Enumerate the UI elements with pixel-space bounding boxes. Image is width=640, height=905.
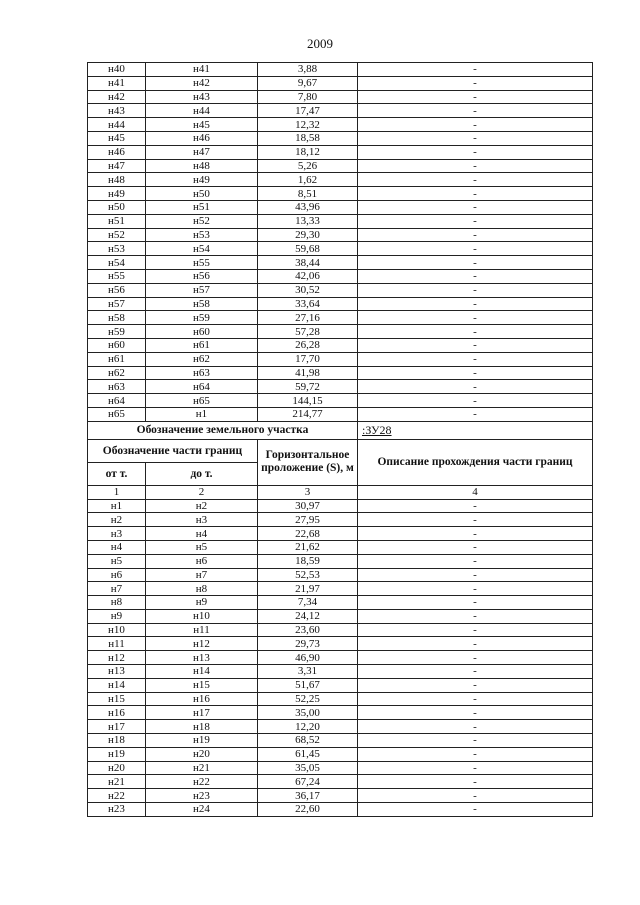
to-point: н10 — [146, 609, 258, 623]
to-point: н52 — [146, 214, 258, 228]
horizontal-distance: 27,16 — [258, 311, 358, 325]
to-point: н62 — [146, 352, 258, 366]
from-point: н52 — [88, 228, 146, 242]
table-row — [88, 637, 593, 651]
to-point: н51 — [146, 200, 258, 214]
from-point: н20 — [88, 761, 146, 775]
horizontal-distance: 13,33 — [258, 214, 358, 228]
horizontal-distance: 59,72 — [258, 380, 358, 394]
boundary-table — [87, 62, 593, 817]
from-point: н62 — [88, 366, 146, 380]
boundary-description: - — [358, 609, 593, 623]
table-row — [88, 775, 593, 789]
from-point: н8 — [88, 596, 146, 610]
horizontal-distance: 52,25 — [258, 692, 358, 706]
to-point: н64 — [146, 380, 258, 394]
table-row — [88, 499, 593, 513]
to-point: н63 — [146, 366, 258, 380]
to-point: н12 — [146, 637, 258, 651]
from-point: н2 — [88, 513, 146, 527]
horizontal-distance: 68,52 — [258, 734, 358, 748]
horizontal-distance: 22,68 — [258, 527, 358, 541]
from-point: н54 — [88, 256, 146, 270]
to-point: н3 — [146, 513, 258, 527]
horizontal-distance: 18,58 — [258, 131, 358, 145]
table-row — [88, 394, 593, 408]
boundary-description: - — [358, 118, 593, 132]
from-point: н60 — [88, 338, 146, 352]
to-point: н61 — [146, 338, 258, 352]
to-point: н9 — [146, 596, 258, 610]
horizontal-distance: 17,70 — [258, 352, 358, 366]
horizontal-distance: 35,00 — [258, 706, 358, 720]
horizontal-distance: 1,62 — [258, 173, 358, 187]
to-point: н18 — [146, 720, 258, 734]
from-point: н42 — [88, 90, 146, 104]
from-point: н61 — [88, 352, 146, 366]
horizontal-distance: 27,95 — [258, 513, 358, 527]
boundary-description: - — [358, 720, 593, 734]
from-point: н13 — [88, 665, 146, 679]
horizontal-distance: 36,17 — [258, 789, 358, 803]
to-point: н60 — [146, 325, 258, 339]
from-point: н49 — [88, 187, 146, 201]
table-row — [88, 678, 593, 692]
table-row — [88, 242, 593, 256]
column-number-2: 2 — [146, 485, 258, 499]
horizontal-distance: 17,47 — [258, 104, 358, 118]
from-point: н53 — [88, 242, 146, 256]
from-point: н45 — [88, 131, 146, 145]
column-header-row — [88, 439, 593, 462]
boundary-description: - — [358, 159, 593, 173]
from-point: н23 — [88, 803, 146, 817]
from-point: н1 — [88, 499, 146, 513]
section-header — [88, 421, 593, 499]
to-point: н4 — [146, 527, 258, 541]
boundary-description: - — [358, 338, 593, 352]
to-point: н17 — [146, 706, 258, 720]
table-row — [88, 720, 593, 734]
table-row — [88, 118, 593, 132]
from-point: н55 — [88, 269, 146, 283]
horizontal-distance: 5,26 — [258, 159, 358, 173]
to-point: н58 — [146, 297, 258, 311]
table-row — [88, 145, 593, 159]
to-point: н41 — [146, 63, 258, 77]
to-point: н8 — [146, 582, 258, 596]
to-point: н22 — [146, 775, 258, 789]
horizontal-distance: 29,73 — [258, 637, 358, 651]
boundary-description: - — [358, 665, 593, 679]
from-point: н58 — [88, 311, 146, 325]
column-number-row — [88, 485, 593, 499]
horizontal-distance: 52,53 — [258, 568, 358, 582]
table-row — [88, 568, 593, 582]
horizontal-distance: 59,68 — [258, 242, 358, 256]
from-point: н5 — [88, 554, 146, 568]
table-row — [88, 761, 593, 775]
horizontal-distance: 9,67 — [258, 76, 358, 90]
header-to: до т. — [146, 462, 258, 485]
from-point: н16 — [88, 706, 146, 720]
table-row — [88, 554, 593, 568]
from-point: н19 — [88, 747, 146, 761]
horizontal-distance: 67,24 — [258, 775, 358, 789]
boundary-description: - — [358, 651, 593, 665]
horizontal-distance: 18,59 — [258, 554, 358, 568]
table-row — [88, 407, 593, 421]
to-point: н13 — [146, 651, 258, 665]
from-point: н4 — [88, 540, 146, 554]
header-horizontal: Горизонтальное проложение (S), м — [258, 439, 358, 485]
boundary-description: - — [358, 90, 593, 104]
boundary-description: - — [358, 775, 593, 789]
table-row — [88, 90, 593, 104]
table-row — [88, 297, 593, 311]
column-number-1: 1 — [88, 485, 146, 499]
boundary-description: - — [358, 325, 593, 339]
horizontal-distance: 7,34 — [258, 596, 358, 610]
table-row — [88, 63, 593, 77]
boundary-description: - — [358, 187, 593, 201]
boundary-description: - — [358, 568, 593, 582]
to-point: н57 — [146, 283, 258, 297]
table-row — [88, 159, 593, 173]
table-row — [88, 596, 593, 610]
to-point: н11 — [146, 623, 258, 637]
from-point: н43 — [88, 104, 146, 118]
boundary-description: - — [358, 76, 593, 90]
from-point: н22 — [88, 789, 146, 803]
to-point: н53 — [146, 228, 258, 242]
boundary-description: - — [358, 761, 593, 775]
to-point: н42 — [146, 76, 258, 90]
from-point: н50 — [88, 200, 146, 214]
table-row — [88, 609, 593, 623]
table-row — [88, 214, 593, 228]
section-code: :ЗУ28 — [358, 421, 593, 439]
boundary-description: - — [358, 637, 593, 651]
from-point: н7 — [88, 582, 146, 596]
from-point: н59 — [88, 325, 146, 339]
table-row — [88, 623, 593, 637]
horizontal-distance: 33,64 — [258, 297, 358, 311]
table-row — [88, 527, 593, 541]
from-point: н40 — [88, 63, 146, 77]
boundary-description: - — [358, 407, 593, 421]
horizontal-distance: 144,15 — [258, 394, 358, 408]
to-point: н20 — [146, 747, 258, 761]
to-point: н45 — [146, 118, 258, 132]
boundary-description: - — [358, 554, 593, 568]
from-point: н15 — [88, 692, 146, 706]
boundary-description: - — [358, 747, 593, 761]
boundary-description: - — [358, 200, 593, 214]
from-point: н46 — [88, 145, 146, 159]
section-title-row — [88, 421, 593, 439]
to-point: н15 — [146, 678, 258, 692]
to-point: н5 — [146, 540, 258, 554]
lower-rows — [88, 499, 593, 816]
to-point: н19 — [146, 734, 258, 748]
horizontal-distance: 30,52 — [258, 283, 358, 297]
horizontal-distance: 18,12 — [258, 145, 358, 159]
boundary-description: - — [358, 256, 593, 270]
boundary-description: - — [358, 394, 593, 408]
table-row — [88, 692, 593, 706]
boundary-description: - — [358, 734, 593, 748]
to-point: н43 — [146, 90, 258, 104]
to-point: н7 — [146, 568, 258, 582]
table-row — [88, 269, 593, 283]
boundary-description: - — [358, 540, 593, 554]
from-point: н11 — [88, 637, 146, 651]
table-row — [88, 747, 593, 761]
from-point: н48 — [88, 173, 146, 187]
table-row — [88, 665, 593, 679]
boundary-description: - — [358, 596, 593, 610]
boundary-description: - — [358, 803, 593, 817]
horizontal-distance: 26,28 — [258, 338, 358, 352]
to-point: н46 — [146, 131, 258, 145]
table-row — [88, 325, 593, 339]
horizontal-distance: 214,77 — [258, 407, 358, 421]
from-point: н63 — [88, 380, 146, 394]
horizontal-distance: 46,90 — [258, 651, 358, 665]
section-title: Обозначение земельного участка — [88, 421, 358, 439]
boundary-description: - — [358, 242, 593, 256]
from-point: н3 — [88, 527, 146, 541]
boundary-description: - — [358, 63, 593, 77]
table-row — [88, 228, 593, 242]
boundary-description: - — [358, 623, 593, 637]
boundary-description: - — [358, 311, 593, 325]
from-point: н47 — [88, 159, 146, 173]
horizontal-distance: 7,80 — [258, 90, 358, 104]
to-point: н24 — [146, 803, 258, 817]
to-point: н59 — [146, 311, 258, 325]
horizontal-distance: 24,12 — [258, 609, 358, 623]
table-row — [88, 76, 593, 90]
from-point: н64 — [88, 394, 146, 408]
boundary-description: - — [358, 214, 593, 228]
to-point: н50 — [146, 187, 258, 201]
horizontal-distance: 22,60 — [258, 803, 358, 817]
to-point: н49 — [146, 173, 258, 187]
from-point: н44 — [88, 118, 146, 132]
from-point: н17 — [88, 720, 146, 734]
table-row — [88, 104, 593, 118]
to-point: н21 — [146, 761, 258, 775]
boundary-description: - — [358, 366, 593, 380]
horizontal-distance: 29,30 — [258, 228, 358, 242]
from-point: н41 — [88, 76, 146, 90]
horizontal-distance: 35,05 — [258, 761, 358, 775]
from-point: н21 — [88, 775, 146, 789]
from-point: н12 — [88, 651, 146, 665]
from-point: н65 — [88, 407, 146, 421]
horizontal-distance: 61,45 — [258, 747, 358, 761]
boundary-description: - — [358, 513, 593, 527]
table-row — [88, 338, 593, 352]
from-point: н10 — [88, 623, 146, 637]
from-point: н14 — [88, 678, 146, 692]
to-point: н23 — [146, 789, 258, 803]
to-point: н54 — [146, 242, 258, 256]
boundary-description: - — [358, 104, 593, 118]
horizontal-distance: 21,62 — [258, 540, 358, 554]
horizontal-distance: 3,88 — [258, 63, 358, 77]
horizontal-distance: 51,67 — [258, 678, 358, 692]
boundary-description: - — [358, 380, 593, 394]
header-from: от т. — [88, 462, 146, 485]
horizontal-distance: 8,51 — [258, 187, 358, 201]
table-row — [88, 803, 593, 817]
horizontal-distance: 23,60 — [258, 623, 358, 637]
to-point: н65 — [146, 394, 258, 408]
boundary-description: - — [358, 145, 593, 159]
horizontal-distance: 30,97 — [258, 499, 358, 513]
table-row — [88, 352, 593, 366]
horizontal-distance: 43,96 — [258, 200, 358, 214]
table-row — [88, 789, 593, 803]
table-row — [88, 200, 593, 214]
to-point: н2 — [146, 499, 258, 513]
upper-rows — [88, 63, 593, 422]
boundary-description: - — [358, 283, 593, 297]
from-point: н51 — [88, 214, 146, 228]
to-point: н1 — [146, 407, 258, 421]
table-row — [88, 513, 593, 527]
from-point: н9 — [88, 609, 146, 623]
to-point: н14 — [146, 665, 258, 679]
table-row — [88, 283, 593, 297]
boundary-description: - — [358, 527, 593, 541]
to-point: н47 — [146, 145, 258, 159]
to-point: н48 — [146, 159, 258, 173]
header-boundary-parts: Обозначение части границ — [88, 439, 258, 462]
horizontal-distance: 38,44 — [258, 256, 358, 270]
column-number-4: 4 — [358, 485, 593, 499]
table-row — [88, 311, 593, 325]
table-row — [88, 256, 593, 270]
boundary-description: - — [358, 789, 593, 803]
boundary-description: - — [358, 692, 593, 706]
to-point: н56 — [146, 269, 258, 283]
boundary-description: - — [358, 582, 593, 596]
from-point: н56 — [88, 283, 146, 297]
boundary-description: - — [358, 678, 593, 692]
boundary-description: - — [358, 706, 593, 720]
table-row — [88, 131, 593, 145]
horizontal-distance: 3,31 — [258, 665, 358, 679]
table-row — [88, 540, 593, 554]
horizontal-distance: 21,97 — [258, 582, 358, 596]
page-number: 2009 — [307, 36, 333, 51]
boundary-description: - — [358, 131, 593, 145]
to-point: н6 — [146, 554, 258, 568]
horizontal-distance: 57,28 — [258, 325, 358, 339]
table-row — [88, 187, 593, 201]
boundary-description: - — [358, 269, 593, 283]
horizontal-distance: 42,06 — [258, 269, 358, 283]
boundary-description: - — [358, 297, 593, 311]
horizontal-distance: 12,32 — [258, 118, 358, 132]
boundary-description: - — [358, 228, 593, 242]
table-row — [88, 380, 593, 394]
table-row — [88, 366, 593, 380]
to-point: н44 — [146, 104, 258, 118]
boundary-description: - — [358, 173, 593, 187]
horizontal-distance: 12,20 — [258, 720, 358, 734]
to-point: н55 — [146, 256, 258, 270]
table-row — [88, 706, 593, 720]
header-description: Описание прохождения части границ — [358, 439, 593, 485]
table-row — [88, 651, 593, 665]
table-row — [88, 582, 593, 596]
from-point: н57 — [88, 297, 146, 311]
boundary-description: - — [358, 499, 593, 513]
from-point: н6 — [88, 568, 146, 582]
column-number-3: 3 — [258, 485, 358, 499]
from-point: н18 — [88, 734, 146, 748]
horizontal-distance: 41,98 — [258, 366, 358, 380]
table-row — [88, 173, 593, 187]
boundary-description: - — [358, 352, 593, 366]
table-row — [88, 734, 593, 748]
to-point: н16 — [146, 692, 258, 706]
